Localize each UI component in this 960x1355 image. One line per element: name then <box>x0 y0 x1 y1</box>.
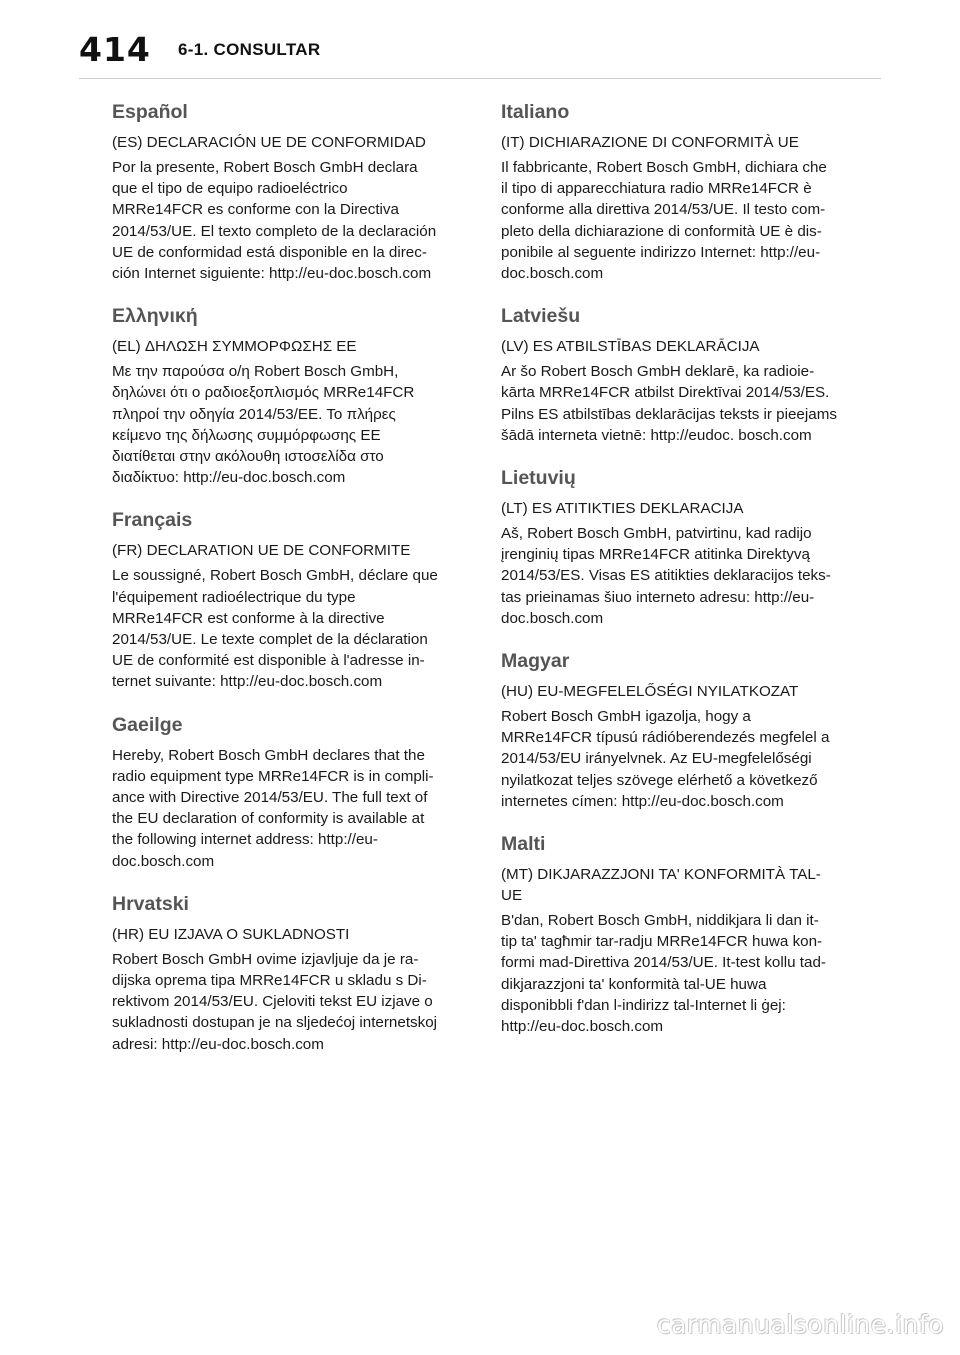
page-number: 414 <box>79 30 151 69</box>
page-header <box>0 0 960 84</box>
declaration-body: Hereby, Robert Bosch GmbH declares that the radio equipment type MRRe14FCR is in compli- ance with Directive 2014/53/EU. The full text of the EU declaration of conformity is available at the following internet address: http://eu- doc.bosch.com <box>112 746 434 870</box>
lang-heading: Ελληνική <box>112 305 198 328</box>
declaration-title: (MT) DIKJARAZZJONI TA' KONFORMITÀ TAL- UE <box>501 866 821 905</box>
lang-block-fr <box>112 505 464 692</box>
declaration-body: Il fabbricante, Robert Bosch GmbH, dichiara che il tipo di apparecchiatura radio MRRe14FCR è conforme alla direttiva 2014/53/UE. Il testo com- pleto della dichiarazione di conformità UE è dis- ponibile al seguente indirizzo Internet: http://eu- doc.bosch.com <box>501 159 827 283</box>
lang-block-ga <box>112 710 464 872</box>
declaration-title: (EL) ΔΗΛΩΣΗ ΣΥΜΜΟΡΦΩΣΗΣ ΕΕ <box>112 338 357 356</box>
watermark: carmanualsonline.info <box>656 1310 944 1339</box>
lang-heading: Gaeilge <box>112 713 183 736</box>
declaration-body: Aš, Robert Bosch GmbH, patvirtinu, kad radijo įrenginių tipas MRRe14FCR atitinka Direktyvą 2014/53/ES. Visas ES atitikties deklaracijos teks- tas prieinamas šiuo interneto adresu: http://eu- doc.bosch.com <box>501 525 831 627</box>
lang-block-hu <box>501 646 853 812</box>
lang-block-it <box>501 97 853 284</box>
lang-heading: Français <box>112 509 193 532</box>
declaration-body: Por la presente, Robert Bosch GmbH declara que el tipo de equipo radioeléctrico MRRe14FCR es conforme con la Directiva 2014/53/UE. El texto completo de la declaración UE de conformidad está disponible en la direc- ción Internet siguiente: http://eu-doc.bosch.com <box>112 159 437 283</box>
lang-heading: Lietuvių <box>501 467 576 490</box>
declaration-title: (FR) DECLARATION UE DE CONFORMITE <box>112 542 411 560</box>
right-column <box>501 97 853 1054</box>
declaration-title: (HU) EU-MEGFELELŐSÉGI NYILATKOZAT <box>501 683 799 701</box>
declaration-title: (LT) ES ATITIKTIES DEKLARACIJA <box>501 500 744 518</box>
lang-heading: Malti <box>501 833 546 856</box>
header-divider <box>79 78 881 79</box>
lang-heading: Español <box>112 101 188 123</box>
lang-heading: Hrvatski <box>112 892 189 915</box>
lang-heading: Magyar <box>501 650 570 673</box>
declaration-body: Με την παρούσα ο/η Robert Bosch GmbH, δηλώνει ότι ο ραδιοεξοπλισμός MRRe14FCR πληροί την οδηγία 2014/53/ΕΕ. Το πλήρες κείμενο της δήλωσης συμμόρφωσης ΕΕ διατίθεται στην ακόλουθη ιστοσελίδα στο διαδίκτυο: http://eu-doc.bosch.com <box>112 363 415 487</box>
section-title: 6-1. CONSULTAR <box>178 40 321 59</box>
declaration-body: Ar šo Robert Bosch GmbH deklarē, ka radioie- kārta MRRe14FCR atbilst Direktīvai 2014/53/ES. Pilns ES atbilstības deklarācijas teksts ir pieejams šādā interneta vietnē: http://eudoc. bosch.com <box>501 363 837 444</box>
declaration-title: (LV) ES ATBILSTĪBAS DEKLARĀCIJA <box>501 338 760 356</box>
lang-block-es <box>112 97 464 284</box>
declaration-title: (ES) DECLARACIÓN UE DE CONFORMIDAD <box>112 134 426 151</box>
declaration-title: (IT) DICHIARAZIONE DI CONFORMITÀ UE <box>501 134 799 151</box>
lang-heading: Latviešu <box>501 305 581 328</box>
lang-block-hr <box>112 889 464 1055</box>
declaration-title: (HR) EU IZJAVA O SUKLADNOSTI <box>112 925 350 943</box>
declaration-body: Robert Bosch GmbH ovime izjavljuje da je ra- dijska oprema tipa MRRe14FCR u skladu s Di- rektivom 2014/53/EU. Cjeloviti tekst EU izjave o sukladnosti dostupan je na sljedećoj internetskoj adresi: http://eu-doc.bosch.com <box>112 950 438 1053</box>
lang-block-lt <box>501 463 853 629</box>
declaration-body: Le soussigné, Robert Bosch GmbH, déclare que l'équipement radioélectrique du type MRRe14FCR est conforme à la directive 2014/53/UE. Le texte complet de la déclaration UE de conformité est disponible à l'adresse in- ternet suivante: http://eu-doc.bosch.com <box>112 567 438 691</box>
lang-heading: Italiano <box>501 101 570 123</box>
lang-block-el <box>112 301 464 488</box>
declaration-body: B'dan, Robert Bosch GmbH, niddikjara li dan it- tip ta' tagħmir tar-radju MRRe14FCR huwa kon- formi mad-Direttiva 2014/53/UE. It-test kollu tad- dikjarazzjoni ta' konformità tal-UE huwa disponibbli f'dan l-indirizz tal-Internet li ġej: http://eu-doc.bosch.com <box>501 912 826 1036</box>
declaration-body: Robert Bosch GmbH igazolja, hogy a MRRe14FCR típusú rádióberendezés megfelel a 2014/53/EU irányelvnek. Az EU-megfelelőségi nyilatkozat teljes szövege elérhető a következő internetes címen: http://eu-doc.bosch.com <box>501 708 830 810</box>
lang-block-mt <box>501 829 853 1037</box>
lang-block-lv <box>501 301 853 446</box>
left-column <box>112 97 464 1072</box>
